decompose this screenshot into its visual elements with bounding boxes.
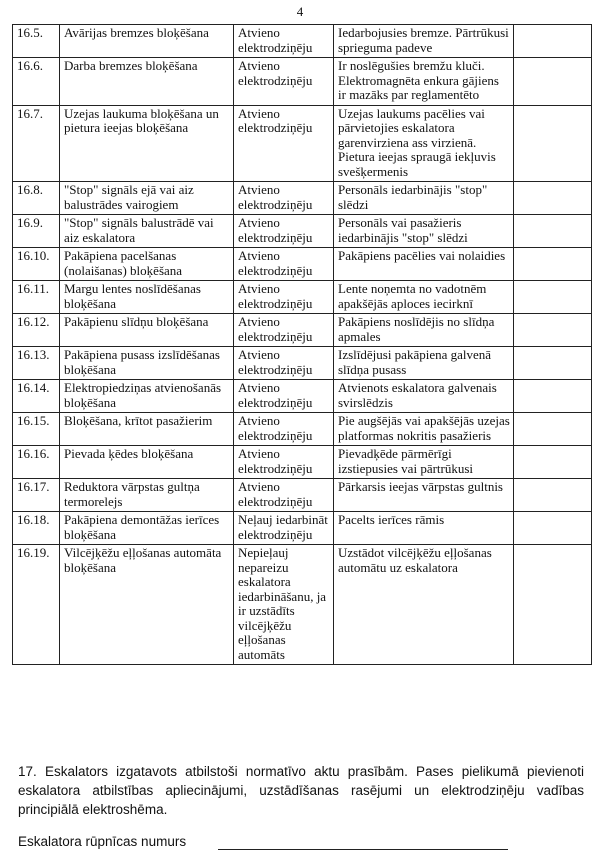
serial-number-field bbox=[18, 834, 584, 849]
row-number: 16.16. bbox=[13, 446, 60, 479]
action-type: Atvieno elektrodziņēju bbox=[234, 215, 334, 248]
table-row bbox=[13, 248, 592, 281]
table-row bbox=[13, 545, 592, 665]
row-number: 16.9. bbox=[13, 215, 60, 248]
blocking-name: Pakāpiena demontāžas ierīces bloķēšana bbox=[60, 512, 234, 545]
blocking-name: Vilcējķēžu eļļošanas automāta bloķēšana bbox=[60, 545, 234, 665]
blocking-name: Pakāpiena pacelšanas (nolaišanas) bloķēšana bbox=[60, 248, 234, 281]
row-number: 16.13. bbox=[13, 347, 60, 380]
row-number: 16.8. bbox=[13, 182, 60, 215]
action-type: Atvieno elektrodziņēju bbox=[234, 182, 334, 215]
empty-cell bbox=[514, 215, 592, 248]
row-number: 16.7. bbox=[13, 105, 60, 182]
page-number: 4 bbox=[296, 4, 304, 19]
trigger-condition: Atvienots eskalatora galvenais svirslēdzis bbox=[334, 380, 514, 413]
row-number: 16.6. bbox=[13, 58, 60, 106]
empty-cell bbox=[514, 446, 592, 479]
table-row bbox=[13, 25, 592, 58]
table-row bbox=[13, 413, 592, 446]
table-row bbox=[13, 105, 592, 182]
action-type: Atvieno elektrodziņēju bbox=[234, 380, 334, 413]
trigger-condition: Uzejas laukums pacēlies vai pārvietojies eskalatora garenvirziena ass virzienā. Pietura ieejas spraugā iekļuvis svešķermenis bbox=[334, 105, 514, 182]
trigger-condition: Lente noņemta no vadotnēm apakšējās aploces iecirknī bbox=[334, 281, 514, 314]
trigger-condition: Ir noslēgušies bremžu kluči. Elektromagnēta enkura gājiens ir mazāks par reglamentēto bbox=[334, 58, 514, 106]
table-row bbox=[13, 479, 592, 512]
empty-cell bbox=[514, 347, 592, 380]
row-number: 16.19. bbox=[13, 545, 60, 665]
empty-cell bbox=[514, 105, 592, 182]
table-row bbox=[13, 512, 592, 545]
trigger-condition: Pacelts ierīces rāmis bbox=[334, 512, 514, 545]
table-row bbox=[13, 446, 592, 479]
table-row bbox=[13, 347, 592, 380]
blocking-name: Pakāpiena pusass izslīdēšanas bloķēšana bbox=[60, 347, 234, 380]
table-row bbox=[13, 58, 592, 106]
paragraph-17: 17. Eskalators izgatavots atbilstoši normatīvo aktu prasībām. Pases pielikumā pievienoti eskalatora atbilstības apliecinājumi, uzstādīšanas rasējumi un elektrodziņēju vadības principiālā elektroshēma. bbox=[18, 764, 584, 817]
action-type: Nepieļauj nepareizu eskalatora iedarbināšanu, ja ir uzstādīts vilcējķēžu eļļošanas automāts bbox=[234, 545, 334, 665]
row-number: 16.15. bbox=[13, 413, 60, 446]
empty-cell bbox=[514, 545, 592, 665]
blocking-name: Avārijas bremzes bloķēšana bbox=[60, 25, 234, 58]
trigger-condition: Iedarbojusies bremze. Pārtrūkusi sprieguma padeve bbox=[334, 25, 514, 58]
blocking-name: Elektropiedziņas atvienošanās bloķēšana bbox=[60, 380, 234, 413]
row-number: 16.17. bbox=[13, 479, 60, 512]
action-type: Neļauj iedarbināt elektrodziņēju bbox=[234, 512, 334, 545]
empty-cell bbox=[514, 248, 592, 281]
row-number: 16.5. bbox=[13, 25, 60, 58]
blocking-name: Reduktora vārpstas gultņa termorelejs bbox=[60, 479, 234, 512]
empty-cell bbox=[514, 380, 592, 413]
trigger-condition: Uzstādot vilcējķēžu eļļošanas automātu uz eskalatora bbox=[334, 545, 514, 665]
blocking-name: "Stop" signāls balustrādē vai aiz eskalatora bbox=[60, 215, 234, 248]
table-row bbox=[13, 380, 592, 413]
empty-cell bbox=[514, 25, 592, 58]
trigger-condition: Izslīdējusi pakāpiena galvenā slīdņa pusass bbox=[334, 347, 514, 380]
action-type: Atvieno elektrodziņēju bbox=[234, 314, 334, 347]
action-type: Atvieno elektrodziņēju bbox=[234, 58, 334, 106]
trigger-condition: Pievadķēde pārmērīgi izstiepusies vai pārtrūkusi bbox=[334, 446, 514, 479]
trigger-condition: Pārkarsis ieejas vārpstas gultnis bbox=[334, 479, 514, 512]
blocking-name: Pakāpienu slīdņu bloķēšana bbox=[60, 314, 234, 347]
empty-cell bbox=[514, 281, 592, 314]
row-number: 16.10. bbox=[13, 248, 60, 281]
empty-cell bbox=[514, 512, 592, 545]
action-type: Atvieno elektrodziņēju bbox=[234, 347, 334, 380]
serial-number-line bbox=[218, 849, 508, 850]
table-row bbox=[13, 182, 592, 215]
row-number: 16.11. bbox=[13, 281, 60, 314]
empty-cell bbox=[514, 413, 592, 446]
blocking-name: Margu lentes noslīdēšanas bloķēšana bbox=[60, 281, 234, 314]
action-type: Atvieno elektrodziņēju bbox=[234, 446, 334, 479]
blocking-name: "Stop" signāls ejā vai aiz balustrādes vairogiem bbox=[60, 182, 234, 215]
empty-cell bbox=[514, 182, 592, 215]
blocking-name: Darba bremzes bloķēšana bbox=[60, 58, 234, 106]
action-type: Atvieno elektrodziņēju bbox=[234, 25, 334, 58]
table-row bbox=[13, 215, 592, 248]
row-number: 16.18. bbox=[13, 512, 60, 545]
blocking-name: Pievada ķēdes bloķēšana bbox=[60, 446, 234, 479]
blocking-table-body bbox=[13, 25, 592, 665]
trigger-condition: Personāls iedarbinājis "stop" slēdzi bbox=[334, 182, 514, 215]
trigger-condition: Pakāpiens noslīdējis no slīdņa apmales bbox=[334, 314, 514, 347]
empty-cell bbox=[514, 479, 592, 512]
table-row bbox=[13, 314, 592, 347]
blocking-table bbox=[12, 24, 592, 665]
trigger-condition: Personāls vai pasažieris iedarbinājis "stop" slēdzi bbox=[334, 215, 514, 248]
action-type: Atvieno elektrodziņēju bbox=[234, 248, 334, 281]
action-type: Atvieno elektrodziņēju bbox=[234, 413, 334, 446]
blocking-name: Bloķēšana, krītot pasažierim bbox=[60, 413, 234, 446]
table-row bbox=[13, 281, 592, 314]
row-number: 16.12. bbox=[13, 314, 60, 347]
action-type: Atvieno elektrodziņēju bbox=[234, 281, 334, 314]
serial-number-label: Eskalatora rūpnīcas numurs bbox=[18, 834, 187, 849]
trigger-condition: Pie augšējās vai apakšējās uzejas platformas nokritis pasažieris bbox=[334, 413, 514, 446]
action-type: Atvieno elektrodziņēju bbox=[234, 479, 334, 512]
action-type: Atvieno elektrodziņēju bbox=[234, 105, 334, 182]
row-number: 16.14. bbox=[13, 380, 60, 413]
empty-cell bbox=[514, 58, 592, 106]
empty-cell bbox=[514, 314, 592, 347]
trigger-condition: Pakāpiens pacēlies vai nolaidies bbox=[334, 248, 514, 281]
blocking-name: Uzejas laukuma bloķēšana un pietura ieejas bloķēšana bbox=[60, 105, 234, 182]
